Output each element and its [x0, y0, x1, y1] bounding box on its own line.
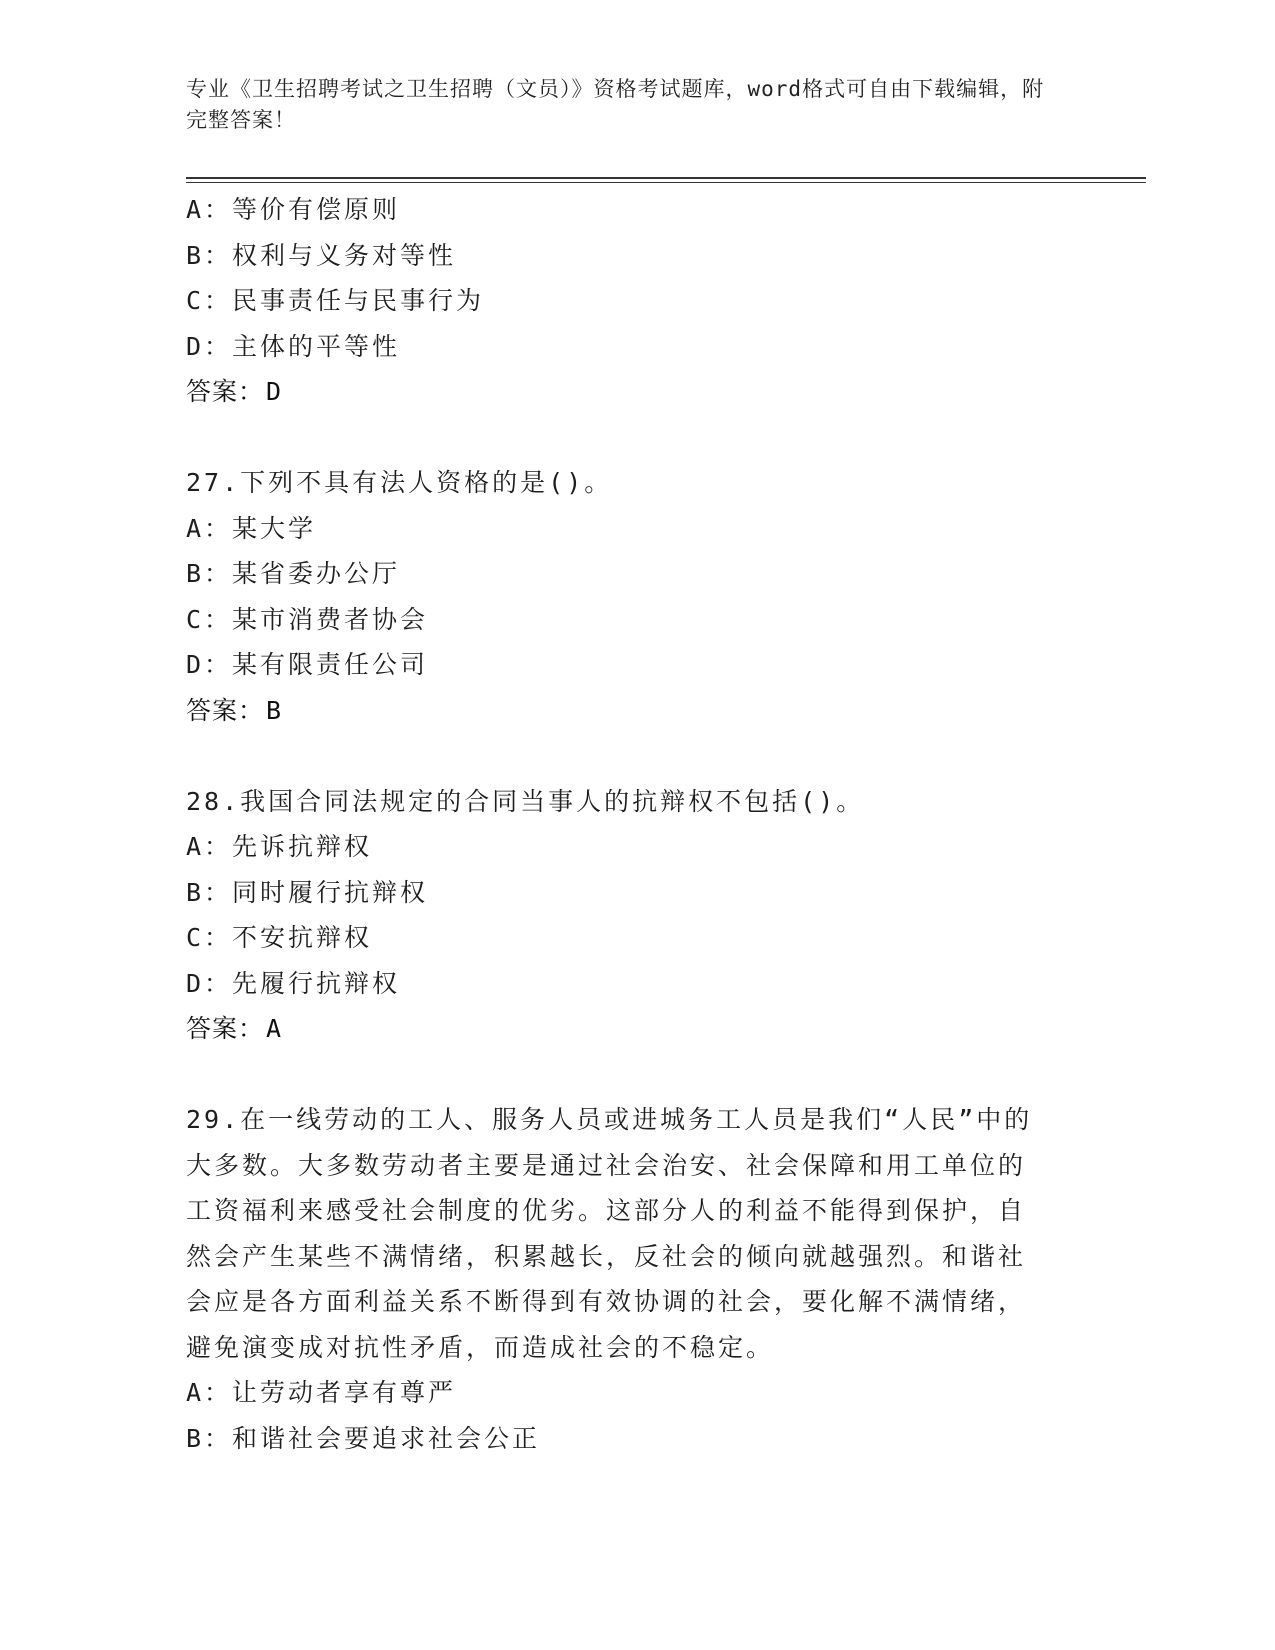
- header-rule-thin: [186, 182, 1146, 183]
- option-b: B：和谐社会要追求社会公正: [186, 1423, 541, 1453]
- option-d: D：先履行抗辩权: [186, 968, 401, 998]
- answer-line: [186, 369, 1086, 415]
- question-stem-line: 29.在一线劳动的工人、服务人员或进城务工人员是我们“人民”中的: [186, 1105, 1033, 1134]
- spacer: [186, 1052, 1086, 1098]
- answer-value: A: [266, 1014, 283, 1043]
- question-29: [186, 1097, 1086, 1461]
- option-a: A：先诉抗辩权: [186, 832, 373, 861]
- answer-label: 答案：: [186, 695, 265, 725]
- option-b: B：权利与义务对等性: [186, 240, 457, 270]
- question-28: [186, 779, 1086, 1052]
- document-header: 专业《卫生招聘考试之卫生招聘（文员）》资格考试题库，word格式可自由下载编辑，附完整答案！: [186, 77, 1045, 132]
- option-a: A：等价有偿原则: [186, 195, 401, 224]
- question-stem-line: 大多数。大多数劳动者主要是通过社会治安、社会保障和用工单位的: [186, 1150, 1027, 1180]
- question-27: [186, 460, 1086, 733]
- option-c: C：不安抗辩权: [186, 923, 373, 952]
- answer-line: [186, 1006, 1086, 1052]
- answer-label: 答案：: [186, 377, 265, 406]
- spacer: [186, 415, 1086, 461]
- header-rule-thick: [186, 177, 1146, 179]
- question-26-partial: [186, 187, 1086, 415]
- answer-value: D: [266, 377, 283, 406]
- question-stem-line: 工资福利来感受社会制度的优劣。这部分人的利益不能得到保护，自: [186, 1196, 1027, 1225]
- answer-label: 答案：: [186, 1014, 265, 1043]
- option-d: D：某有限责任公司: [186, 650, 429, 679]
- answer-value: B: [266, 695, 283, 725]
- document-body: [186, 187, 1086, 1461]
- option-a: A：让劳动者享有尊严: [186, 1378, 457, 1407]
- option-b: B：同时履行抗辩权: [186, 877, 429, 907]
- option-a: A：某大学: [186, 513, 317, 543]
- option-b: B：某省委办公厅: [186, 559, 401, 588]
- question-stem: 27.下列不具有法人资格的是()。: [186, 468, 613, 497]
- option-c: C：民事责任与民事行为: [186, 286, 485, 315]
- option-c: C：某市消费者协会: [186, 604, 429, 634]
- question-stem-line: 然会产生某些不满情绪，积累越长，反社会的倾向就越强烈。和谐社: [186, 1241, 1027, 1271]
- option-d: D：主体的平等性: [186, 331, 401, 361]
- answer-line: [186, 688, 1086, 734]
- spacer: [186, 733, 1086, 779]
- question-stem-line: 会应是各方面利益关系不断得到有效协调的社会，要化解不满情绪，: [186, 1287, 1027, 1316]
- question-stem-line: 避免演变成对抗性矛盾，而造成社会的不稳定。: [186, 1332, 775, 1362]
- question-stem: 28.我国合同法规定的合同当事人的抗辩权不包括()。: [186, 786, 865, 816]
